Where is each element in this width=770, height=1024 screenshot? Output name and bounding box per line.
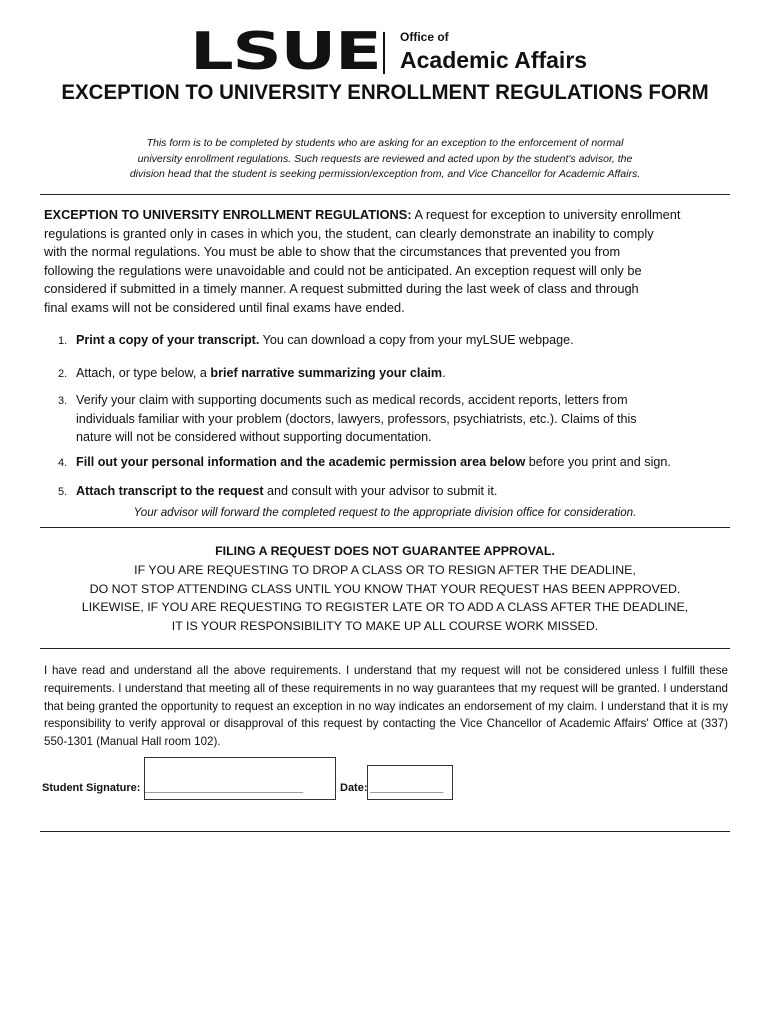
step-plain-text: and consult with your advisor to submit it.: [263, 484, 498, 498]
step-bold-text: Attach transcript to the request: [76, 484, 264, 498]
logo-department: Academic Affairs: [400, 47, 588, 73]
logo-office-of: Office of: [400, 30, 449, 44]
step-number: 4.: [58, 457, 68, 469]
intro-line: university enrollment regulations. Such requests are reviewed and acted upon by the student's advisor, the: [137, 152, 633, 165]
intro-text: [95, 136, 675, 183]
step-bold-text: brief narrative summarizing your claim: [210, 366, 443, 380]
acknowledgement-paragraph: I have read and understand all the above requirements. I understand that my request will not be considered unless I fulfill these requirements. I understand that meeting all of these requirements in no way guarantees that my request will be granted. I understand that being granted the opportunity to request an exception in no way indicates an endorsement of my claim. I understand that it is my responsibility to verify approval or disapproval of this request by contacting the Vice Chancellor of Academic Affairs' Office at (337) 550-1301 (Manual Hall room 102).: [44, 664, 728, 749]
step-line: individuals familiar with your problem (doctors, lawyers, professors, psychiatrists, etc.). Claims of this: [76, 411, 637, 426]
warning-block: [0, 542, 770, 636]
date-line: ____________: [370, 782, 444, 794]
step-text: [76, 331, 716, 350]
policy-line: final exams will not be considered until final exams have ended.: [44, 299, 405, 315]
warning-heading: FILING A REQUEST DOES NOT GUARANTEE APPROVAL.: [215, 544, 555, 558]
step-number: 2.: [58, 368, 68, 380]
advisor-note: Your advisor will forward the completed request to the appropriate division office for consideration.: [133, 506, 637, 519]
warning-line: DO NOT STOP ATTENDING CLASS UNTIL YOU KNOW THAT YOUR REQUEST HAS BEEN APPROVED.: [89, 581, 681, 596]
step-bold-text: Print a copy of your transcript.: [76, 333, 260, 347]
step-plain-text: before you print and sign.: [525, 455, 671, 469]
policy-paragraph: [44, 206, 716, 318]
step-line: nature will not be considered without supporting documentation.: [76, 430, 432, 445]
step-line: Verify your claim with supporting documents such as medical records, accident reports, letters from: [76, 393, 628, 407]
intro-line: division head that the student is seeking permission/exception from, and Vice Chancellor for Academic Affairs.: [129, 168, 641, 180]
warning-line: IT IS YOUR RESPONSIBILITY TO MAKE UP ALL COURSE WORK MISSED.: [171, 619, 599, 634]
policy-line: with the normal regulations. You must be able to show that the circumstances that prevented you from: [44, 244, 621, 260]
intro-line: This form is to be completed by students who are asking for an exception to the enforcement of normal: [146, 137, 624, 149]
policy-line: considered if submitted in a timely manner. A request submitted during the last week of class and through: [44, 281, 639, 297]
step-text: [76, 391, 716, 447]
step-plain-text: You can download a copy from your myLSUE webpage.: [259, 333, 574, 347]
date-label: Date:: [340, 782, 368, 794]
step-plain-text: Attach, or type below, a: [76, 366, 211, 380]
warning-line: LIKEWISE, IF YOU ARE REQUESTING TO REGISTER LATE OR TO ADD A CLASS AFTER THE DEADLINE,: [81, 600, 689, 615]
step-tail-text: .: [442, 366, 446, 380]
policy-line: [44, 206, 716, 225]
signature-label: Student Signature:: [42, 782, 141, 794]
step-bold-text: Fill out your personal information and the academic permission area below: [76, 455, 526, 469]
signature-line: __________________________: [144, 782, 304, 794]
divider: [40, 648, 730, 649]
logo-divider: [383, 32, 385, 74]
divider: [40, 527, 730, 528]
form-title: EXCEPTION TO UNIVERSITY ENROLLMENT REGULATIONS FORM: [61, 81, 709, 104]
policy-line: regulations is granted only in cases in which you, the student, can clearly demonstrate an inability to comply: [44, 225, 654, 241]
divider: [40, 194, 730, 195]
step-text: [76, 364, 716, 383]
policy-line: following the regulations were unavoidable and could not be anticipated. An exception request will only be: [44, 262, 642, 278]
step-number: 3.: [58, 395, 68, 407]
lsue-logo: [190, 22, 590, 82]
warning-line: IF YOU ARE REQUESTING TO DROP A CLASS OR TO RESIGN AFTER THE DEADLINE,: [134, 562, 636, 577]
divider: [40, 831, 730, 832]
step-number: 1.: [58, 335, 68, 347]
step-text: [76, 453, 716, 472]
step-text: [76, 482, 716, 501]
policy-heading: EXCEPTION TO UNIVERSITY ENROLLMENT REGULATIONS:: [44, 207, 412, 222]
policy-line-text: A request for exception to university enrollment: [411, 207, 681, 222]
step-number: 5.: [58, 486, 68, 498]
logo-wordmark: LSUE: [190, 22, 381, 82]
